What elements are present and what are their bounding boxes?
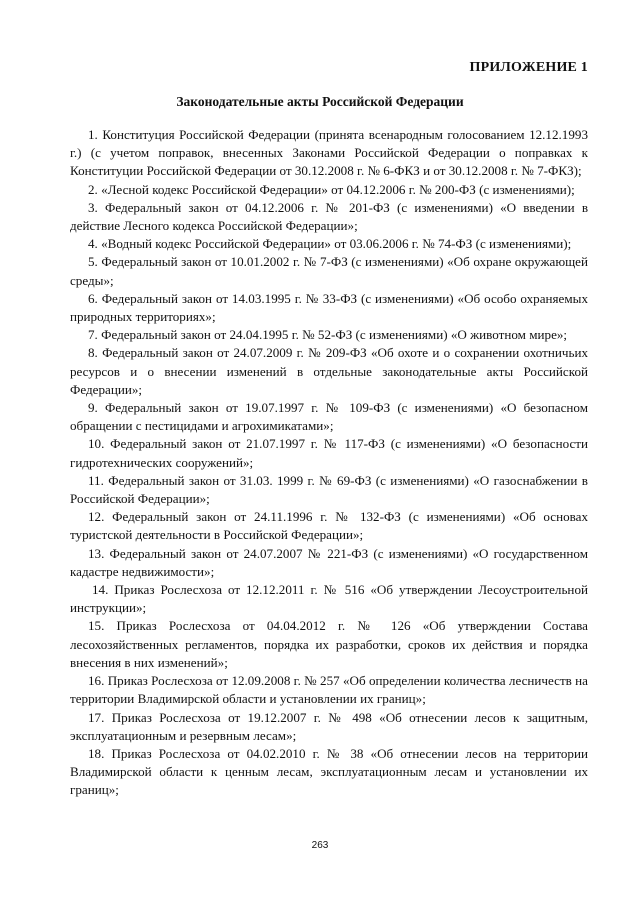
list-item: 3. Федеральный закон от 04.12.2006 г. № 201-ФЗ (с изменениями) «О введении в действие Лесного кодекса Российской Федерации»;	[70, 199, 588, 234]
list-item: 6. Федеральный закон от 14.03.1995 г. № 33-ФЗ (с изменениями) «Об особо охраняемых природных территориях»;	[70, 290, 588, 325]
list-item: 12. Федеральный закон от 24.11.1996 г. № 132-ФЗ (с изменениями) «Об основах туристской деятельности в Российской Федерации»;	[70, 509, 588, 543]
list-item: 15. Приказ Рослесхоза от 04.04.2012 г. № 126 «Об утверждении Состава лесохозяйственных регламентов, порядка их разработки, сроков их действия и порядка внесения в них изменений»;	[70, 618, 588, 670]
list-item: 8. Федеральный закон от 24.07.2009 г. № 209-ФЗ «Об охоте и о сохранении охотничьих ресурсов и о внесении изменений в отдельные законодательные акты Российской Федерации»;	[70, 345, 588, 397]
list-item: 13. Федеральный закон от 24.07.2007 № 221-ФЗ (с изменениями) «О государственном кадастре недвижимости»;	[70, 545, 588, 579]
appendix-label: ПРИЛОЖЕНИЕ 1	[469, 60, 588, 75]
list-item: 14. Приказ Рослесхоза от 12.12.2011 г. № 516 «Об утверждении Лесоустроительной инструкции»;	[70, 582, 588, 616]
list-item: 10. Федеральный закон от 21.07.1997 г. № 117-ФЗ (с изменениями) «О безопасности гидротехнических сооружений»;	[70, 436, 588, 470]
list-item: 17. Приказ Рослесхоза от 19.12.2007 г. № 498 «Об отнесении лесов к защитным, эксплуатационным и резервным лесам»;	[70, 709, 588, 743]
page-number: 263	[311, 840, 329, 851]
page-title: Законодательные акты Российской Федерации	[176, 94, 464, 109]
list-item: 1. Конституция Российской Федерации (принята всенародным голосованием 12.12.1993 г.) (с учетом поправок, внесенных Законами Российской Федерации о поправках к Конституции Российской Федерации от 30.12.2008 г. № 6-ФКЗ и от 30.12.2008 г. № 7-ФКЗ);	[70, 127, 588, 179]
list-item: 9. Федеральный закон от 19.07.1997 г. № 109-ФЗ (с изменениями) «О безопасном обращении с пестицидами и агрохимикатами»;	[70, 400, 588, 434]
list-item: 16. Приказ Рослесхоза от 12.09.2008 г. № 257 «Об определении количества лесничеств на территории Владимирской области и установлении их границ»;	[70, 673, 588, 707]
list-item: 4. «Водный кодекс Российской Федерации» от 03.06.2006 г. № 74-ФЗ (с изменениями);	[88, 236, 572, 252]
list-item: 11. Федеральный закон от 31.03. 1999 г. № 69-ФЗ (с изменениями) «О газоснабжении в Российской Федерации»;	[70, 472, 588, 507]
list-item: 18. Приказ Рослесхоза от 04.02.2010 г. № 38 «Об отнесении лесов на территории Владимирской области к ценным лесам, эксплуатационным лесам и установлении их границ»;	[70, 745, 588, 798]
list-item: 7. Федеральный закон от 24.04.1995 г. № 52-ФЗ (с изменениями) «О животном мире»;	[88, 327, 568, 343]
list-item: 5. Федеральный закон от 10.01.2002 г. № 7-ФЗ (с изменениями) «Об охране окружающей среды»;	[70, 254, 588, 288]
list-item: 2. «Лесной кодекс Российской Федерации» от 04.12.2006 г. № 200-ФЗ (с изменениями);	[88, 181, 575, 197]
legislation-list	[70, 126, 588, 800]
